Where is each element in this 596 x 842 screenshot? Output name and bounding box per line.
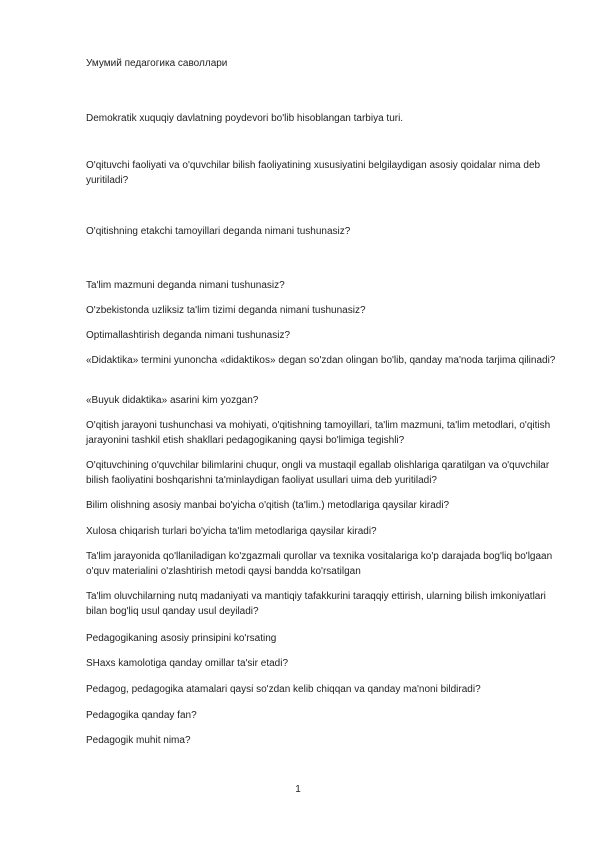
question-item: O'qitishning etakchi tamoyillari deganda nimani tushunasiz? [86, 226, 351, 237]
question-item: SHaxs kamolotiga qanday omillar ta'sir etadi? [86, 658, 289, 669]
question-item: Pedagogik muhit nima? [86, 735, 191, 746]
question-item: Pedagog, pedagogika atamalari qaysi so'zdan kelib chiqqan va qanday ma'noni bildiradi? [86, 684, 481, 695]
question-item: «Didaktika» termini yunoncha «didaktikos» degan so'zdan olingan bo'lib, qanday ma'noda tarjima qilinadi? [86, 355, 556, 366]
document-title: Умумий педагогика саволлари [86, 58, 228, 69]
question-item: Optimallashtirish deganda nimani tushunasiz? [86, 330, 291, 341]
question-item: Ta'lim oluvchilarning nutq madaniyati va mantiqiy tafakkurini taraqqiy ettirish, ularning bilish imkoniyatlari bilan bog'liq usul qanday usul deyiladi? [86, 591, 546, 617]
question-item: Pedagogikaning asosiy prinsipini ko'rsating [86, 633, 277, 644]
question-item: O'qitish jarayoni tushunchasi va mohiyati, o'qitishning tamoyillari, ta'lim mazmuni, ta'lim metodlari, o'qitish jarayonini tashkil etish shakllari pedagogikaning qaysi bo'limiga tegishli? [86, 420, 551, 446]
question-item: O'qituvchi faoliyati va o'quvchilar bilish faoliyatining xususiyatini belgilaydigan asosiy qoidalar nima deb yuritiladi? [86, 160, 541, 186]
question-item: Bilim olishning asosiy manbai bo'yicha o'qitish (ta'lim.) metodlariga qaysilar kiradi? [86, 500, 450, 511]
question-item: Xulosa chiqarish turlari bo'yicha ta'lim metodlariga qaysilar kiradi? [86, 526, 377, 537]
page-number: 1 [295, 784, 301, 795]
question-item: «Buyuk didaktika» asarini kim yozgan? [86, 395, 259, 406]
question-item: O'qituvchining o'quvchilar bilimlarini chuqur, ongli va mustaqil egallab olishlariga qaratilgan va o'quvchilar bilish faoliyatini boshqarishni ta'minlaydigan faoliyat usullari uima deb yuritiladi? [86, 460, 550, 486]
question-item: Ta'lim mazmuni deganda nimani tushunasiz? [86, 280, 285, 291]
question-item: O'zbekistonda uzliksiz ta'lim tizimi deganda nimani tushunasiz? [86, 305, 366, 316]
question-item: Demokratik xuquqiy davlatning poydevori bo'lib hisoblangan tarbiya turi. [86, 113, 404, 124]
question-item: Ta'lim jarayonida qo'llaniladigan ko'zgazmali qurollar va texnika vositalariga ko'p darajada bog'liq bo'lgaan o'quv materialini o'zlashtirish metodi qaysi bandda ko'rsatilgan [86, 551, 553, 577]
question-item: Pedagogika qanday fan? [86, 710, 197, 721]
